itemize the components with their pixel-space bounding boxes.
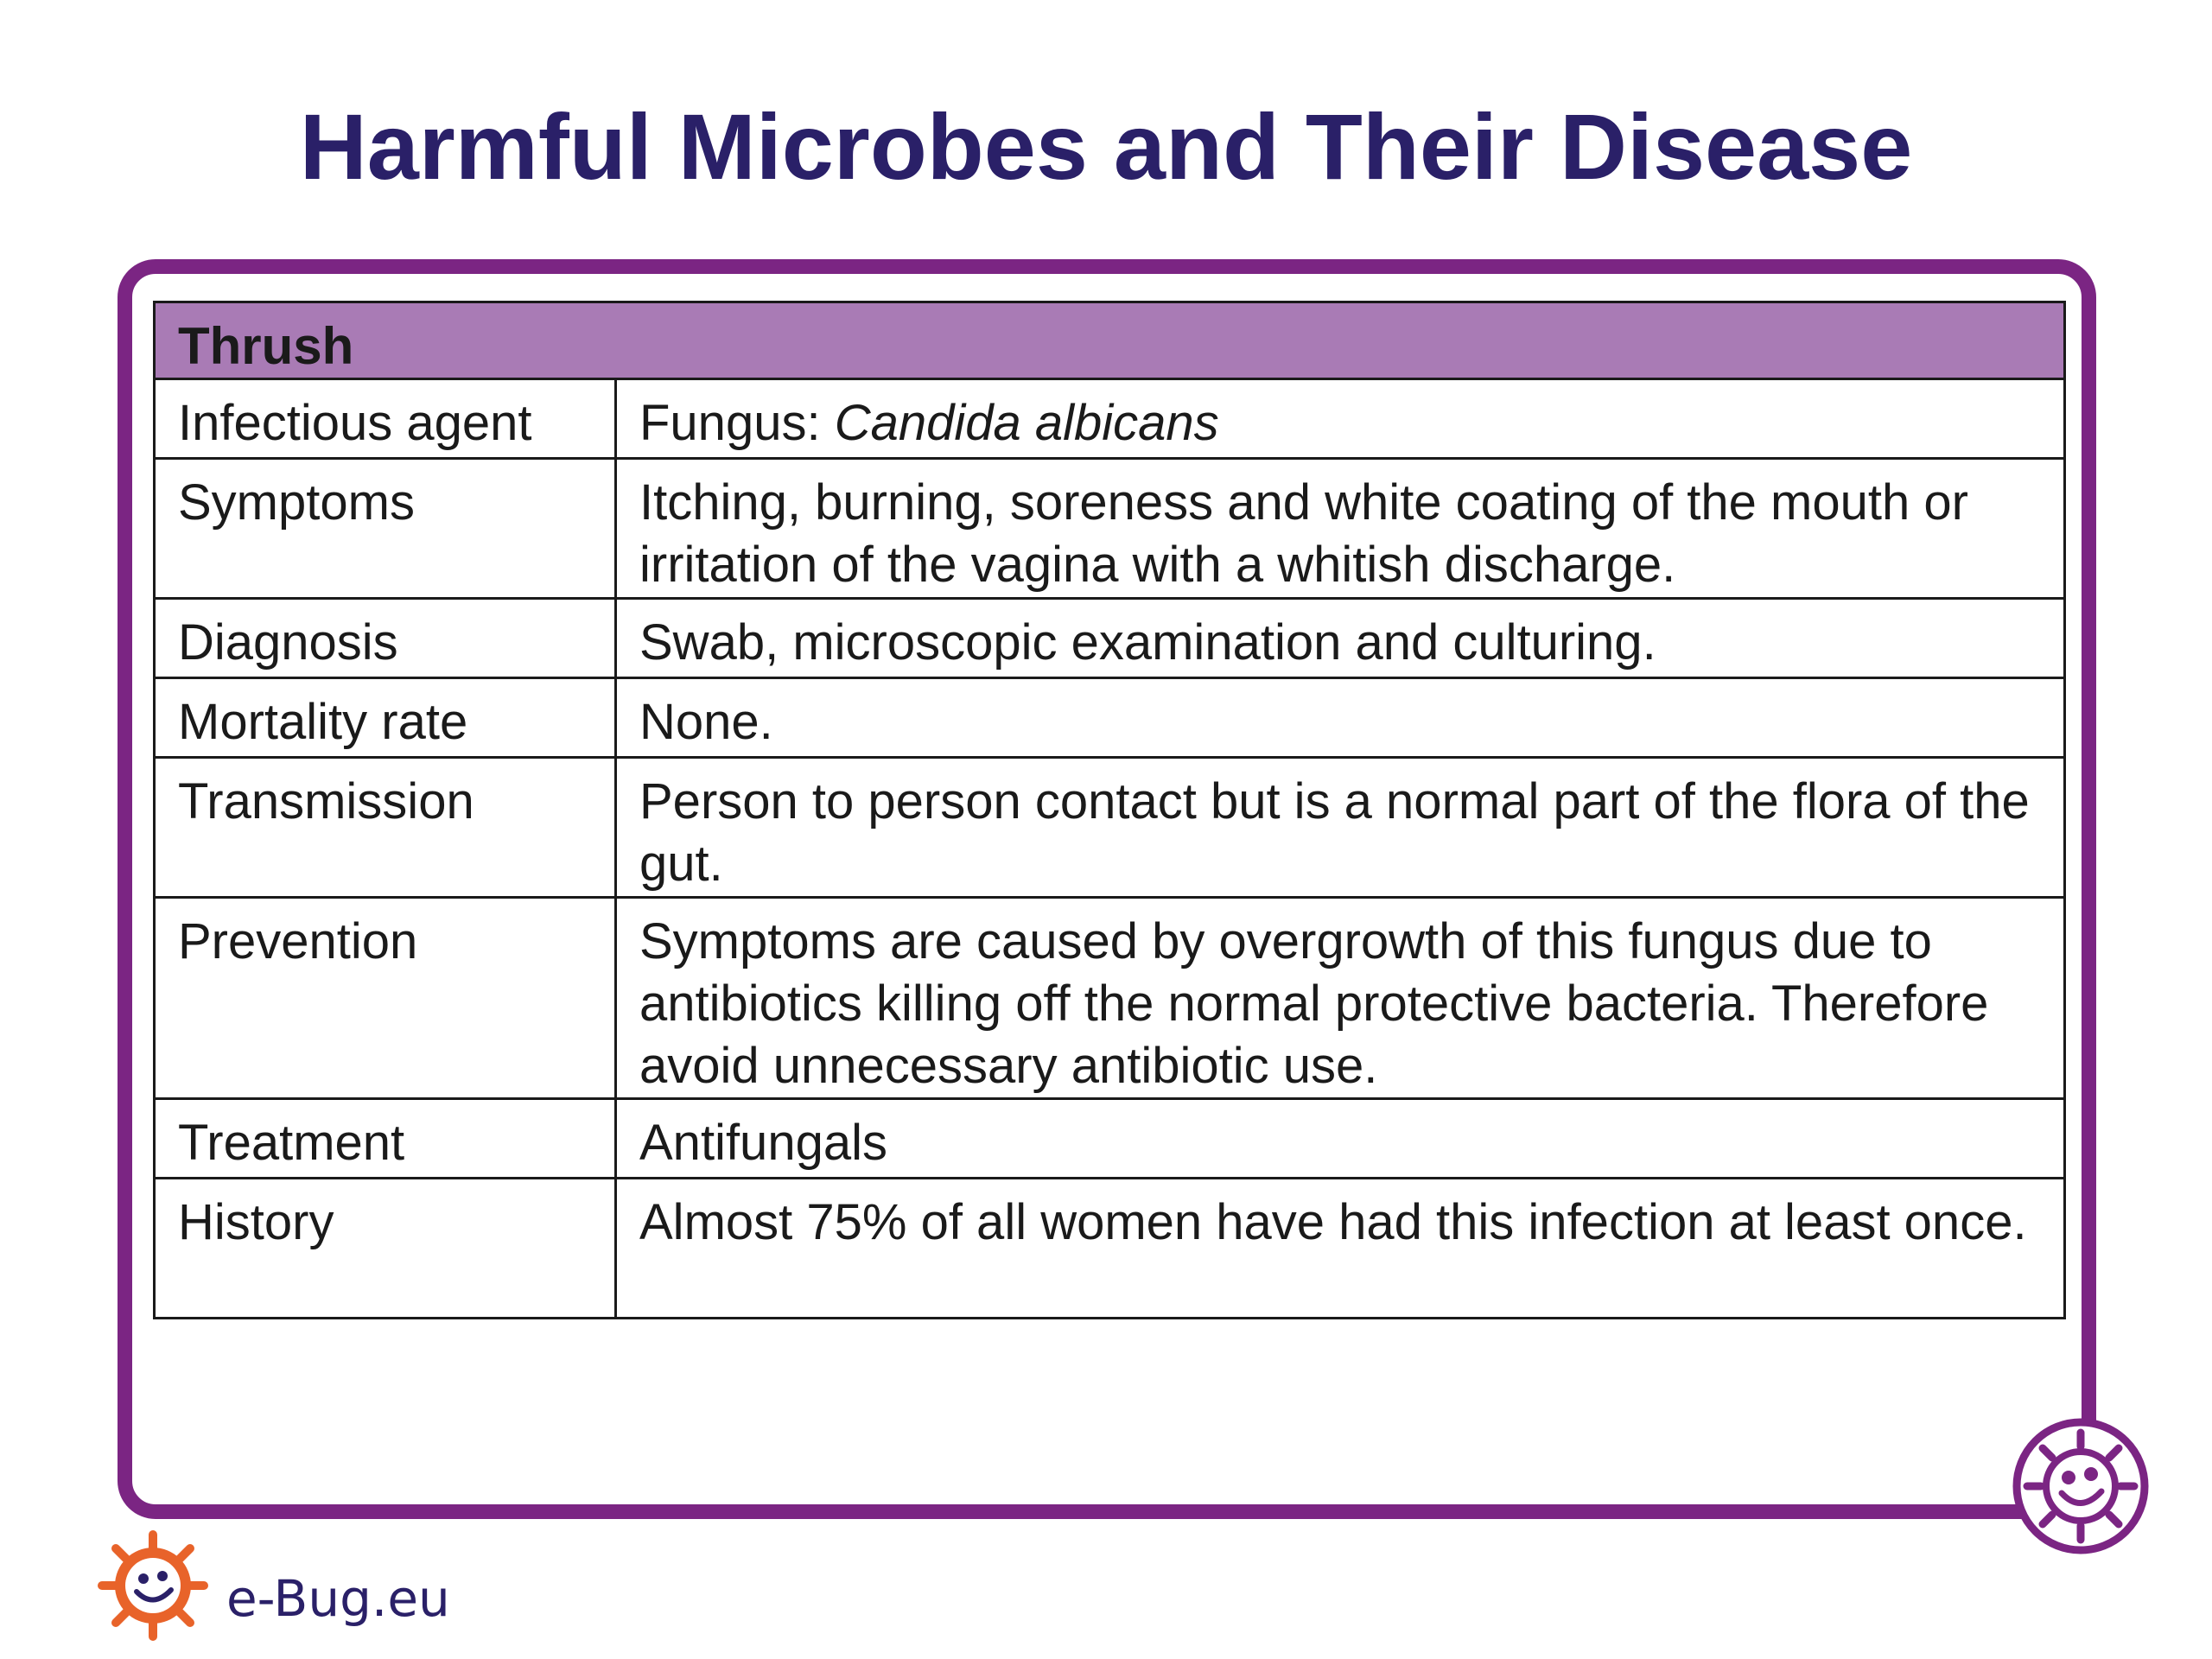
table-row [155,379,2065,459]
table-row [155,898,2065,1099]
table-row [155,1179,2065,1319]
row-label: Symptoms [155,459,616,599]
row-value: None. [616,678,2065,758]
smiling-microbe-icon [2012,1417,2150,1555]
row-value: Symptoms are caused by overgrowth of this fungus due to antibiotics killing off the normal protective bacteria. Therefore avoid unnecessary antibiotic use. [616,898,2065,1099]
row-label: History [155,1179,616,1319]
row-label: Prevention [155,898,616,1099]
disease-info-table [153,301,2066,1319]
row-value: Almost 75% of all women have had this infection at least once. [616,1179,2065,1319]
table-row [155,678,2065,758]
row-value-prefix: Fungus: [639,395,835,451]
ebug-logo-icon [97,1529,209,1642]
row-label: Mortality rate [155,678,616,758]
row-value: Antifungals [616,1099,2065,1179]
disease-name: Thrush [155,302,2065,379]
row-value: Itching, burning, soreness and white coating of the mouth or irritation of the vagina with a whitish discharge. [616,459,2065,599]
page-title: Harmful Microbes and Their Disease [299,94,1913,199]
species-name: Candida albicans [834,395,1219,451]
row-label: Diagnosis [155,599,616,678]
row-label: Treatment [155,1099,616,1179]
row-value: Person to person contact but is a normal part of the flora of the gut. [616,758,2065,898]
brand-name: e-Bug.eu [226,1569,450,1628]
table-row [155,599,2065,678]
table-header-row [155,302,2065,379]
row-value [616,379,2065,459]
table-row [155,758,2065,898]
row-value: Swab, microscopic examination and culturing. [616,599,2065,678]
table-row [155,459,2065,599]
row-label: Infectious agent [155,379,616,459]
table-row [155,1099,2065,1179]
row-label: Transmission [155,758,616,898]
